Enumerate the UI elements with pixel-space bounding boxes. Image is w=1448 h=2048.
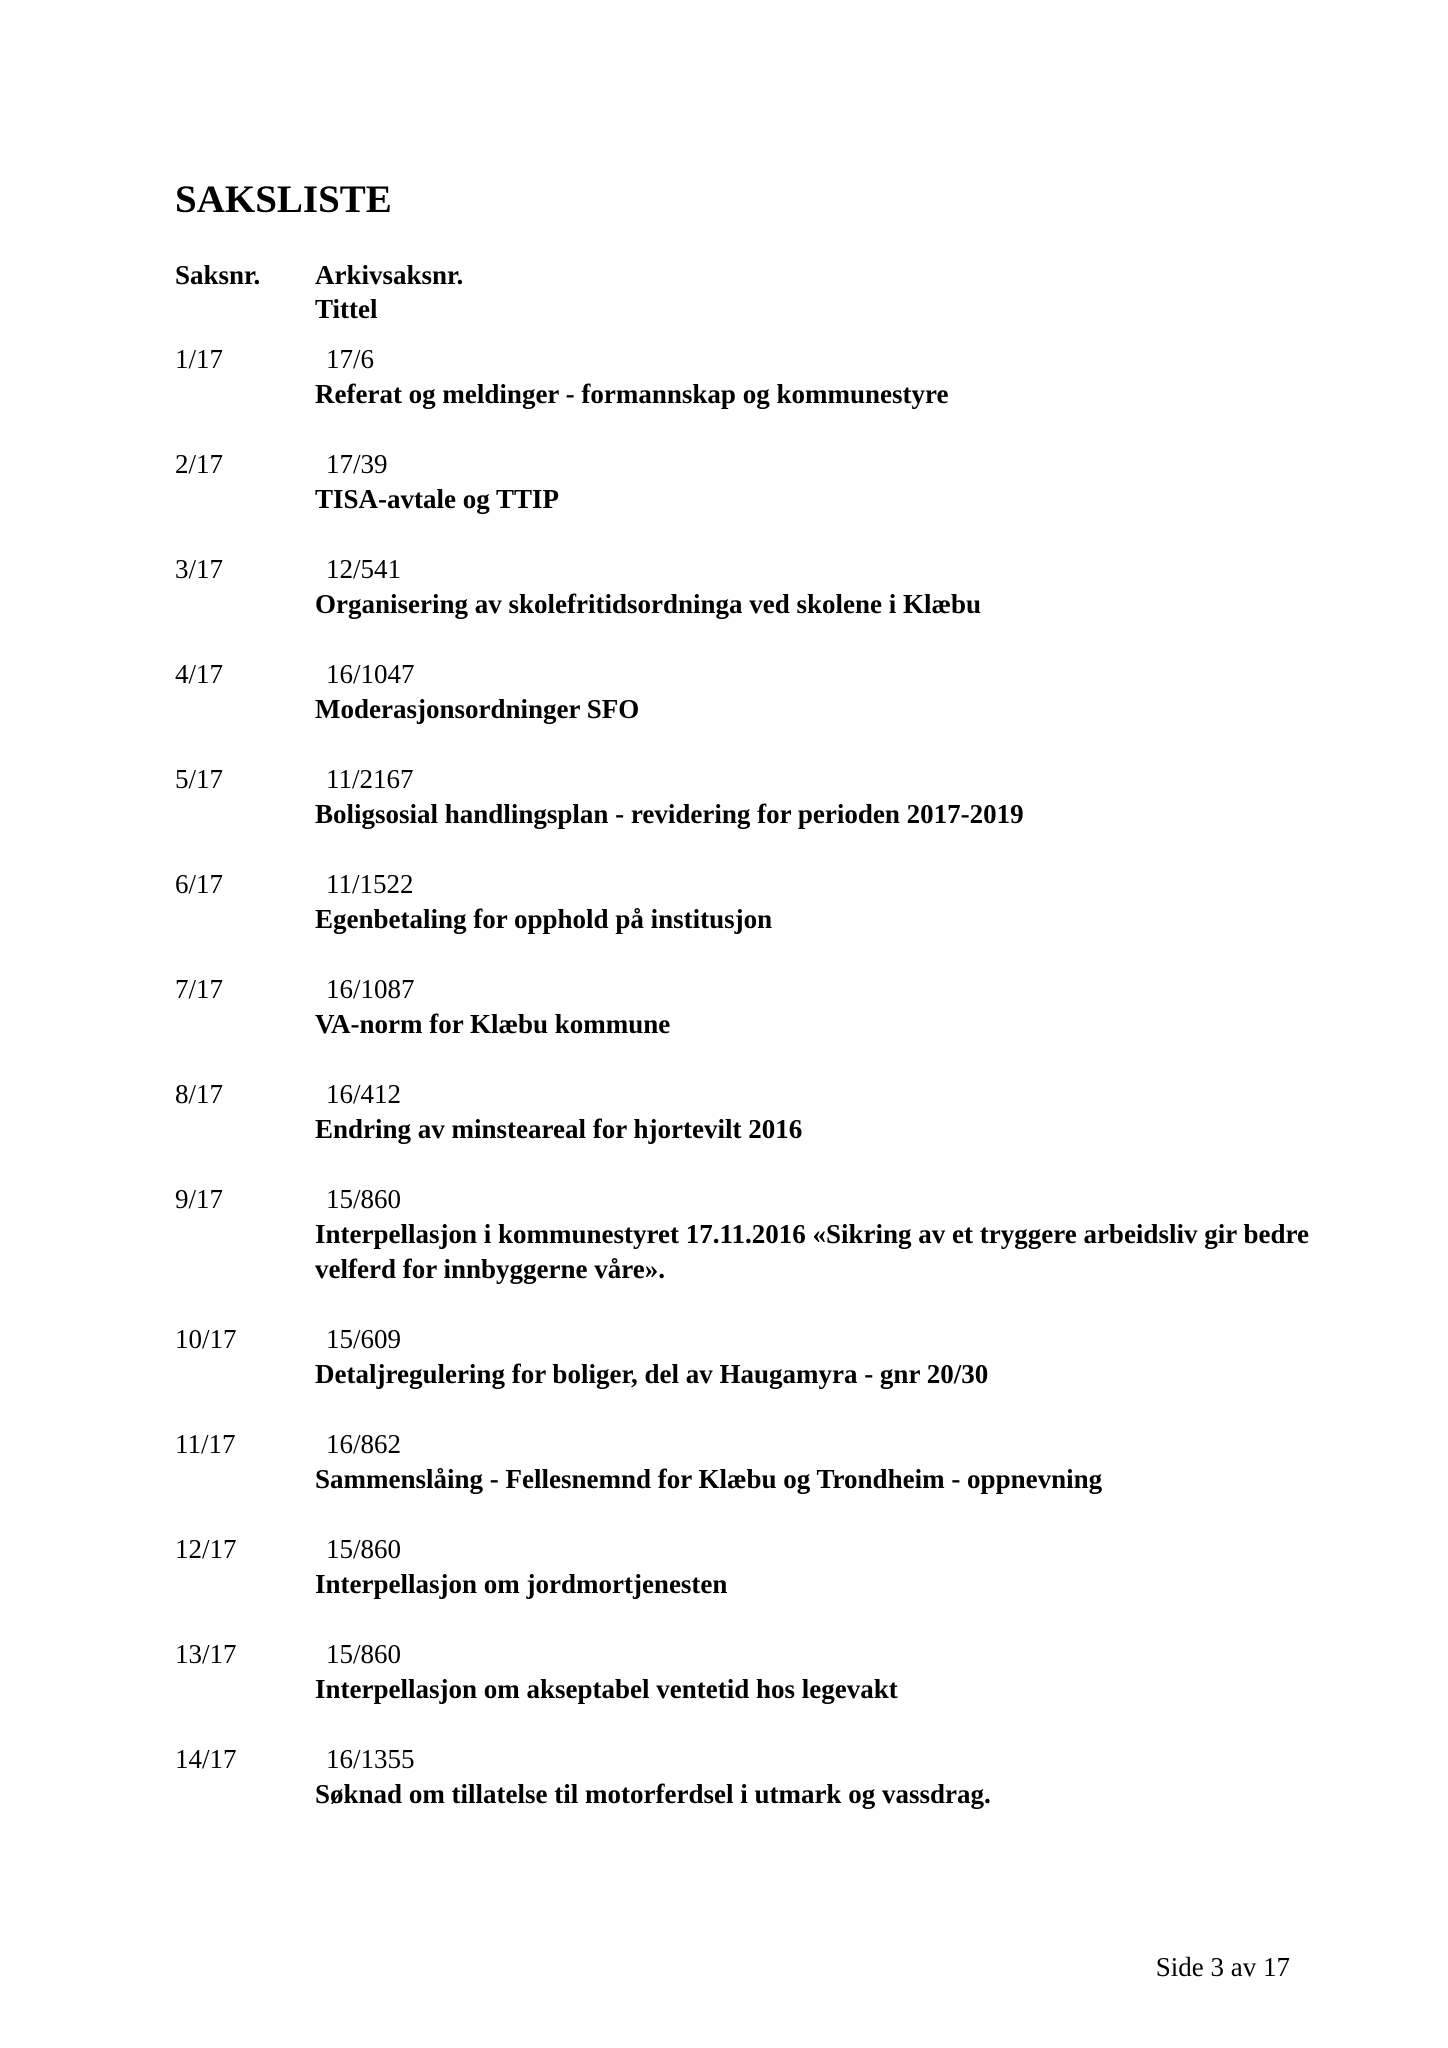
case-arkivsaksnr: 12/541 bbox=[326, 554, 402, 584]
case-item bbox=[175, 447, 1325, 517]
case-item bbox=[175, 1742, 1325, 1812]
case-saksnr: 12/17 bbox=[175, 1534, 237, 1564]
case-saksnr: 9/17 bbox=[175, 1184, 224, 1214]
case-arkivsaksnr: 17/39 bbox=[326, 449, 388, 479]
case-saksnr: 5/17 bbox=[175, 764, 224, 794]
case-saksnr: 11/17 bbox=[175, 1429, 236, 1459]
case-arkivsaksnr: 17/6 bbox=[326, 344, 375, 374]
case-saksnr: 3/17 bbox=[175, 554, 224, 584]
case-saksnr: 13/17 bbox=[175, 1639, 237, 1669]
case-title: VA-norm for Klæbu kommune bbox=[315, 1009, 671, 1039]
case-item bbox=[175, 1532, 1325, 1602]
case-title: TISA-avtale og TTIP bbox=[315, 484, 560, 514]
case-item bbox=[175, 657, 1325, 727]
case-arkivsaksnr: 15/860 bbox=[326, 1184, 402, 1214]
case-item bbox=[175, 1637, 1325, 1707]
case-title: Interpellasjon i kommunestyret 17.11.2016 «Sikring av et tryggere arbeidsliv gir bedre velferd for innbyggerne våre». bbox=[315, 1219, 1309, 1284]
case-arkivsaksnr: 11/1522 bbox=[326, 869, 414, 899]
case-saksnr: 10/17 bbox=[175, 1324, 237, 1354]
case-item bbox=[175, 762, 1325, 832]
case-saksnr: 7/17 bbox=[175, 974, 224, 1004]
case-item bbox=[175, 1427, 1325, 1497]
column-headers bbox=[175, 258, 1325, 330]
case-arkivsaksnr: 15/860 bbox=[326, 1639, 402, 1669]
case-saksnr: 2/17 bbox=[175, 449, 224, 479]
page-title: SAKSLISTE bbox=[175, 178, 392, 221]
page-number: Side 3 av 17 bbox=[1155, 1952, 1290, 1982]
case-arkivsaksnr: 15/609 bbox=[326, 1324, 402, 1354]
case-title: Interpellasjon om akseptabel ventetid hos legevakt bbox=[315, 1674, 898, 1704]
case-item bbox=[175, 342, 1325, 412]
case-title: Boligsosial handlingsplan - revidering for perioden 2017-2019 bbox=[315, 799, 1024, 829]
case-saksnr: 4/17 bbox=[175, 659, 224, 689]
case-item bbox=[175, 1322, 1325, 1392]
case-saksnr: 1/17 bbox=[175, 344, 224, 374]
case-title: Egenbetaling for opphold på institusjon bbox=[315, 904, 773, 934]
case-saksnr: 8/17 bbox=[175, 1079, 224, 1109]
case-title: Organisering av skolefritidsordninga ved skolene i Klæbu bbox=[315, 589, 982, 619]
case-title: Moderasjonsordninger SFO bbox=[315, 694, 640, 724]
case-item bbox=[175, 1077, 1325, 1147]
case-title: Endring av minsteareal for hjortevilt 2016 bbox=[315, 1114, 803, 1144]
case-arkivsaksnr: 11/2167 bbox=[326, 764, 414, 794]
case-saksnr: 14/17 bbox=[175, 1744, 237, 1774]
case-list bbox=[175, 342, 1325, 1847]
case-arkivsaksnr: 16/1047 bbox=[326, 659, 415, 689]
case-arkivsaksnr: 16/412 bbox=[326, 1079, 402, 1109]
case-title: Sammenslåing - Fellesnemnd for Klæbu og Trondheim - oppnevning bbox=[315, 1464, 1103, 1494]
case-title: Referat og meldinger - formannskap og kommunestyre bbox=[315, 379, 949, 409]
case-arkivsaksnr: 16/862 bbox=[326, 1429, 402, 1459]
case-saksnr: 6/17 bbox=[175, 869, 224, 899]
case-title: Interpellasjon om jordmortjenesten bbox=[315, 1569, 728, 1599]
header-tittel: Tittel bbox=[315, 294, 378, 324]
header-arkivsaksnr: Arkivsaksnr. bbox=[315, 260, 464, 290]
case-arkivsaksnr: 15/860 bbox=[326, 1534, 402, 1564]
case-item bbox=[175, 867, 1325, 937]
case-item bbox=[175, 1182, 1325, 1287]
case-arkivsaksnr: 16/1355 bbox=[326, 1744, 415, 1774]
case-title: Detaljregulering for boliger, del av Haugamyra - gnr 20/30 bbox=[315, 1359, 989, 1389]
header-saksnr: Saksnr. bbox=[175, 260, 261, 290]
case-item bbox=[175, 972, 1325, 1042]
case-title: Søknad om tillatelse til motorferdsel i utmark og vassdrag. bbox=[315, 1779, 991, 1809]
case-item bbox=[175, 552, 1325, 622]
case-arkivsaksnr: 16/1087 bbox=[326, 974, 415, 1004]
